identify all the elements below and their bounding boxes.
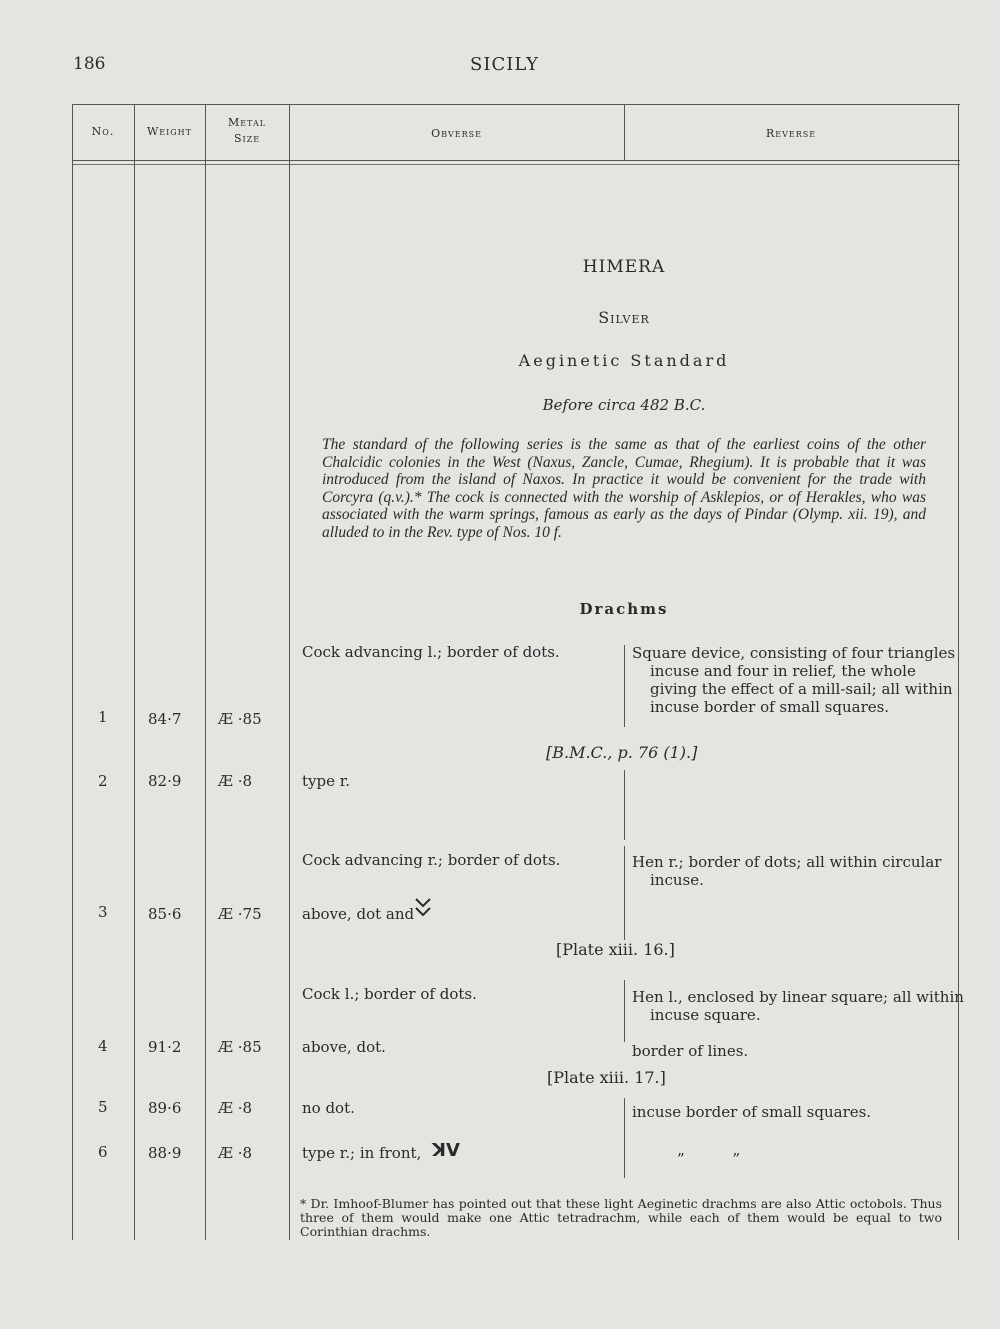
header-obverse: Obverse bbox=[431, 127, 482, 140]
table-left-border bbox=[72, 104, 73, 1240]
row1-no: 1 bbox=[98, 708, 108, 726]
row6-metal: Æ ·8 bbox=[218, 1144, 253, 1162]
row4-obverse: above, dot. bbox=[302, 1038, 386, 1056]
row1-weight: 84·7 bbox=[148, 710, 182, 728]
row5-divider bbox=[624, 1098, 625, 1178]
section-description: The standard of the following series is the same as that of the earliest coins of the other Chalcidic colonies in the West (Naxus, Zancle, Cumae, Rhegium). It is probable that it was introduced from the island of Naxos. In practice it would be convenient for the trade with Corcyra (q.v.).* The cock is connected with the worship of Asklepios, or of Herakles, who was associated with the warm springs, famous as early as the days of Pindar (Olymp. xii. 19), and alluded to in the Rev. type of Nos. 10 f. bbox=[322, 436, 926, 541]
group1-reference: [B.M.C., p. 76 (1).] bbox=[546, 743, 698, 762]
chevron-symbol-icon bbox=[414, 896, 432, 920]
row3-metal: Æ ·75 bbox=[218, 905, 262, 923]
row2-metal: Æ ·8 bbox=[218, 772, 253, 790]
row6-obverse: type r.; in front, bbox=[302, 1144, 422, 1162]
row6-no: 6 bbox=[98, 1143, 108, 1161]
row5-obverse: no dot. bbox=[302, 1099, 355, 1117]
section-subheading: Drachms bbox=[579, 600, 669, 618]
row6-legend: ꓘV bbox=[432, 1140, 460, 1161]
column-divider-weight bbox=[205, 104, 206, 1240]
row5-metal: Æ ·8 bbox=[218, 1099, 253, 1117]
row6-weight: 88·9 bbox=[148, 1144, 182, 1162]
group1-reverse: Square device, consisting of four triangles incuse and four in relief, the whole giving the effect of a mill-sail; all within incuse border of small squares. bbox=[632, 644, 956, 716]
row2-obverse: type r. bbox=[302, 772, 351, 790]
row6-reverse: ” ” bbox=[677, 1150, 741, 1168]
page-number: 186 bbox=[73, 54, 106, 74]
row1-metal: Æ ·85 bbox=[218, 710, 262, 728]
group3-reference: [Plate xiii. 17.] bbox=[547, 1068, 666, 1087]
row2-divider bbox=[624, 770, 625, 840]
group3-obverse: Cock l.; border of dots. bbox=[302, 985, 477, 1003]
group2-divider bbox=[624, 846, 625, 940]
header-metal: Metal bbox=[227, 116, 267, 129]
group2-reverse: Hen r.; border of dots; all within circular incuse. bbox=[632, 853, 942, 889]
header-weight: Weight bbox=[146, 125, 192, 138]
group2-reference-text: [Plate xiii. 16.] bbox=[556, 940, 675, 959]
group1-divider bbox=[624, 645, 625, 727]
row4-reverse: border of lines. bbox=[632, 1042, 749, 1060]
row4-no: 4 bbox=[98, 1037, 108, 1055]
group3-reverse: Hen l., enclosed by linear square; all within incuse square. bbox=[632, 988, 964, 1024]
section-standard: Aeginetic Standard bbox=[518, 351, 730, 370]
group2-reference bbox=[556, 941, 675, 959]
row4-metal: Æ ·85 bbox=[218, 1038, 262, 1056]
row3-no: 3 bbox=[98, 903, 108, 921]
header-reverse: Reverse bbox=[765, 127, 817, 140]
header-no: No. bbox=[91, 125, 115, 138]
row2-weight: 82·9 bbox=[148, 772, 182, 790]
column-divider-no bbox=[134, 104, 135, 1240]
row3-weight: 85·6 bbox=[148, 905, 182, 923]
group3-divider bbox=[624, 980, 625, 1042]
row3-obverse: above, dot and bbox=[302, 905, 415, 923]
group2-obverse: Cock advancing r.; border of dots. bbox=[302, 851, 561, 869]
footnote: * Dr. Imhoof-Blumer has pointed out that these light Aeginetic drachms are also Attic octobols. Thus three of them would make one Attic tetradrachm, while each of them would be equal to two Corinthian drachms. bbox=[300, 1196, 942, 1239]
row2-no: 2 bbox=[98, 772, 108, 790]
row5-weight: 89·6 bbox=[148, 1099, 182, 1117]
footnote-divider bbox=[289, 1190, 290, 1240]
header-size: Size bbox=[233, 132, 261, 145]
section-metal: Silver bbox=[598, 308, 650, 327]
section-title: HIMERA bbox=[582, 257, 666, 277]
row5-reverse: incuse border of small squares. bbox=[632, 1103, 872, 1121]
row5-no: 5 bbox=[98, 1098, 108, 1116]
group1-obverse: Cock advancing l.; border of dots. bbox=[302, 643, 560, 661]
section-period: Before circa 482 B.C. bbox=[542, 396, 706, 414]
running-head: SICILY bbox=[470, 54, 540, 75]
row4-weight: 91·2 bbox=[148, 1038, 182, 1056]
